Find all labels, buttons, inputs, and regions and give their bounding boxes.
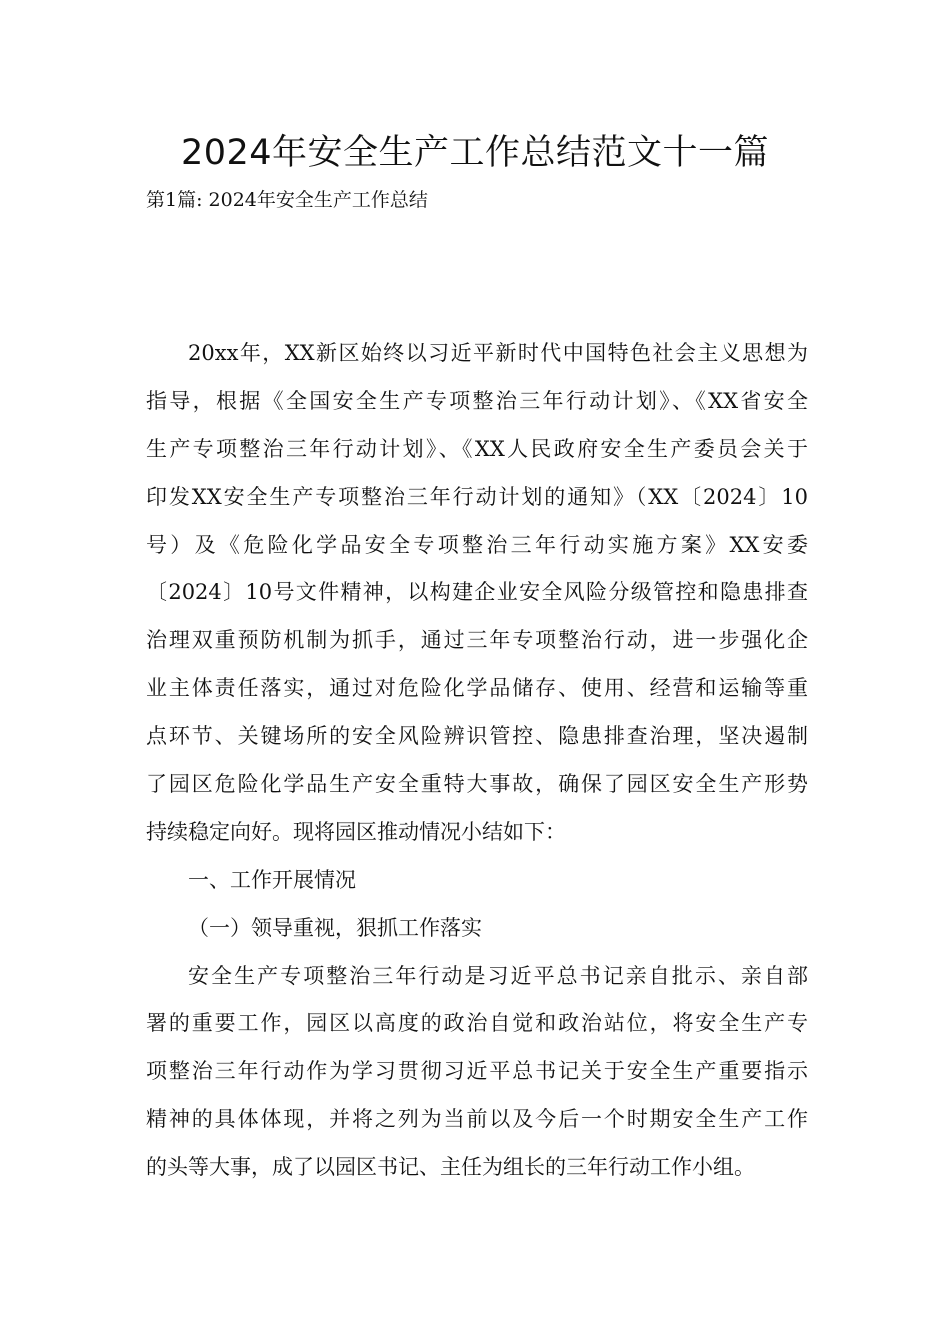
section-heading: 一、工作开展情况 [188, 867, 356, 892]
subsection-heading: （一）领导重视，狠抓工作落实 [188, 915, 482, 940]
document-body [146, 330, 808, 1192]
paragraph-line: 项整治三年行动作为学习贯彻习近平总书记关于安全生产重要指示 [146, 1059, 808, 1084]
paragraph-line: 持续稳定向好。现将园区推动情况小结如下： [146, 819, 566, 844]
paragraph-line: 印发XX安全生产专项整治三年行动计划的通知》（XX〔2024〕10 [146, 484, 808, 509]
paragraph-line: 了园区危险化学品生产安全重特大事故，确保了园区安全生产形势 [146, 772, 808, 797]
paragraph-line: 的头等大事，成了以园区书记、主任为组长的三年行动工作小组。 [146, 1155, 755, 1180]
paragraph-line: 指导，根据《全国安全生产专项整治三年行动计划》、《XX省安全 [146, 388, 808, 413]
paragraph-line: 治理双重预防机制为抓手，通过三年专项整治行动，进一步强化企 [146, 628, 808, 653]
document-subtitle: 第1篇: 2024年安全生产工作总结 [146, 189, 428, 211]
paragraph-line: 20xx年，XX新区始终以习近平新时代中国特色社会主义思想为 [188, 341, 808, 365]
paragraph-line: 号）及《危险化学品安全专项整治三年行动实施方案》XX安委 [146, 532, 808, 557]
paragraph-line: 〔2024〕10号文件精神，以构建企业安全风险分级管控和隐患排查 [146, 580, 808, 605]
paragraph-1 [146, 330, 808, 857]
paragraph-line: 安全生产专项整治三年行动是习近平总书记亲自批示、亲自部 [188, 963, 808, 988]
paragraph-line: 生产专项整治三年行动计划》、《XX人民政府安全生产委员会关于 [146, 436, 808, 461]
paragraph-2 [146, 953, 808, 1192]
paragraph-line: 业主体责任落实，通过对危险化学品储存、使用、经营和运输等重 [146, 676, 808, 701]
document-title: 2024年安全生产工作总结范文十一篇 [180, 133, 770, 173]
paragraph-line: 点环节、关键场所的安全风险辨识管控、隐患排查治理，坚决遏制 [146, 724, 808, 749]
paragraph-line: 精神的具体体现，并将之列为当前以及今后一个时期安全生产工作 [146, 1107, 808, 1132]
paragraph-line: 署的重要工作，园区以高度的政治自觉和政治站位，将安全生产专 [146, 1011, 808, 1036]
